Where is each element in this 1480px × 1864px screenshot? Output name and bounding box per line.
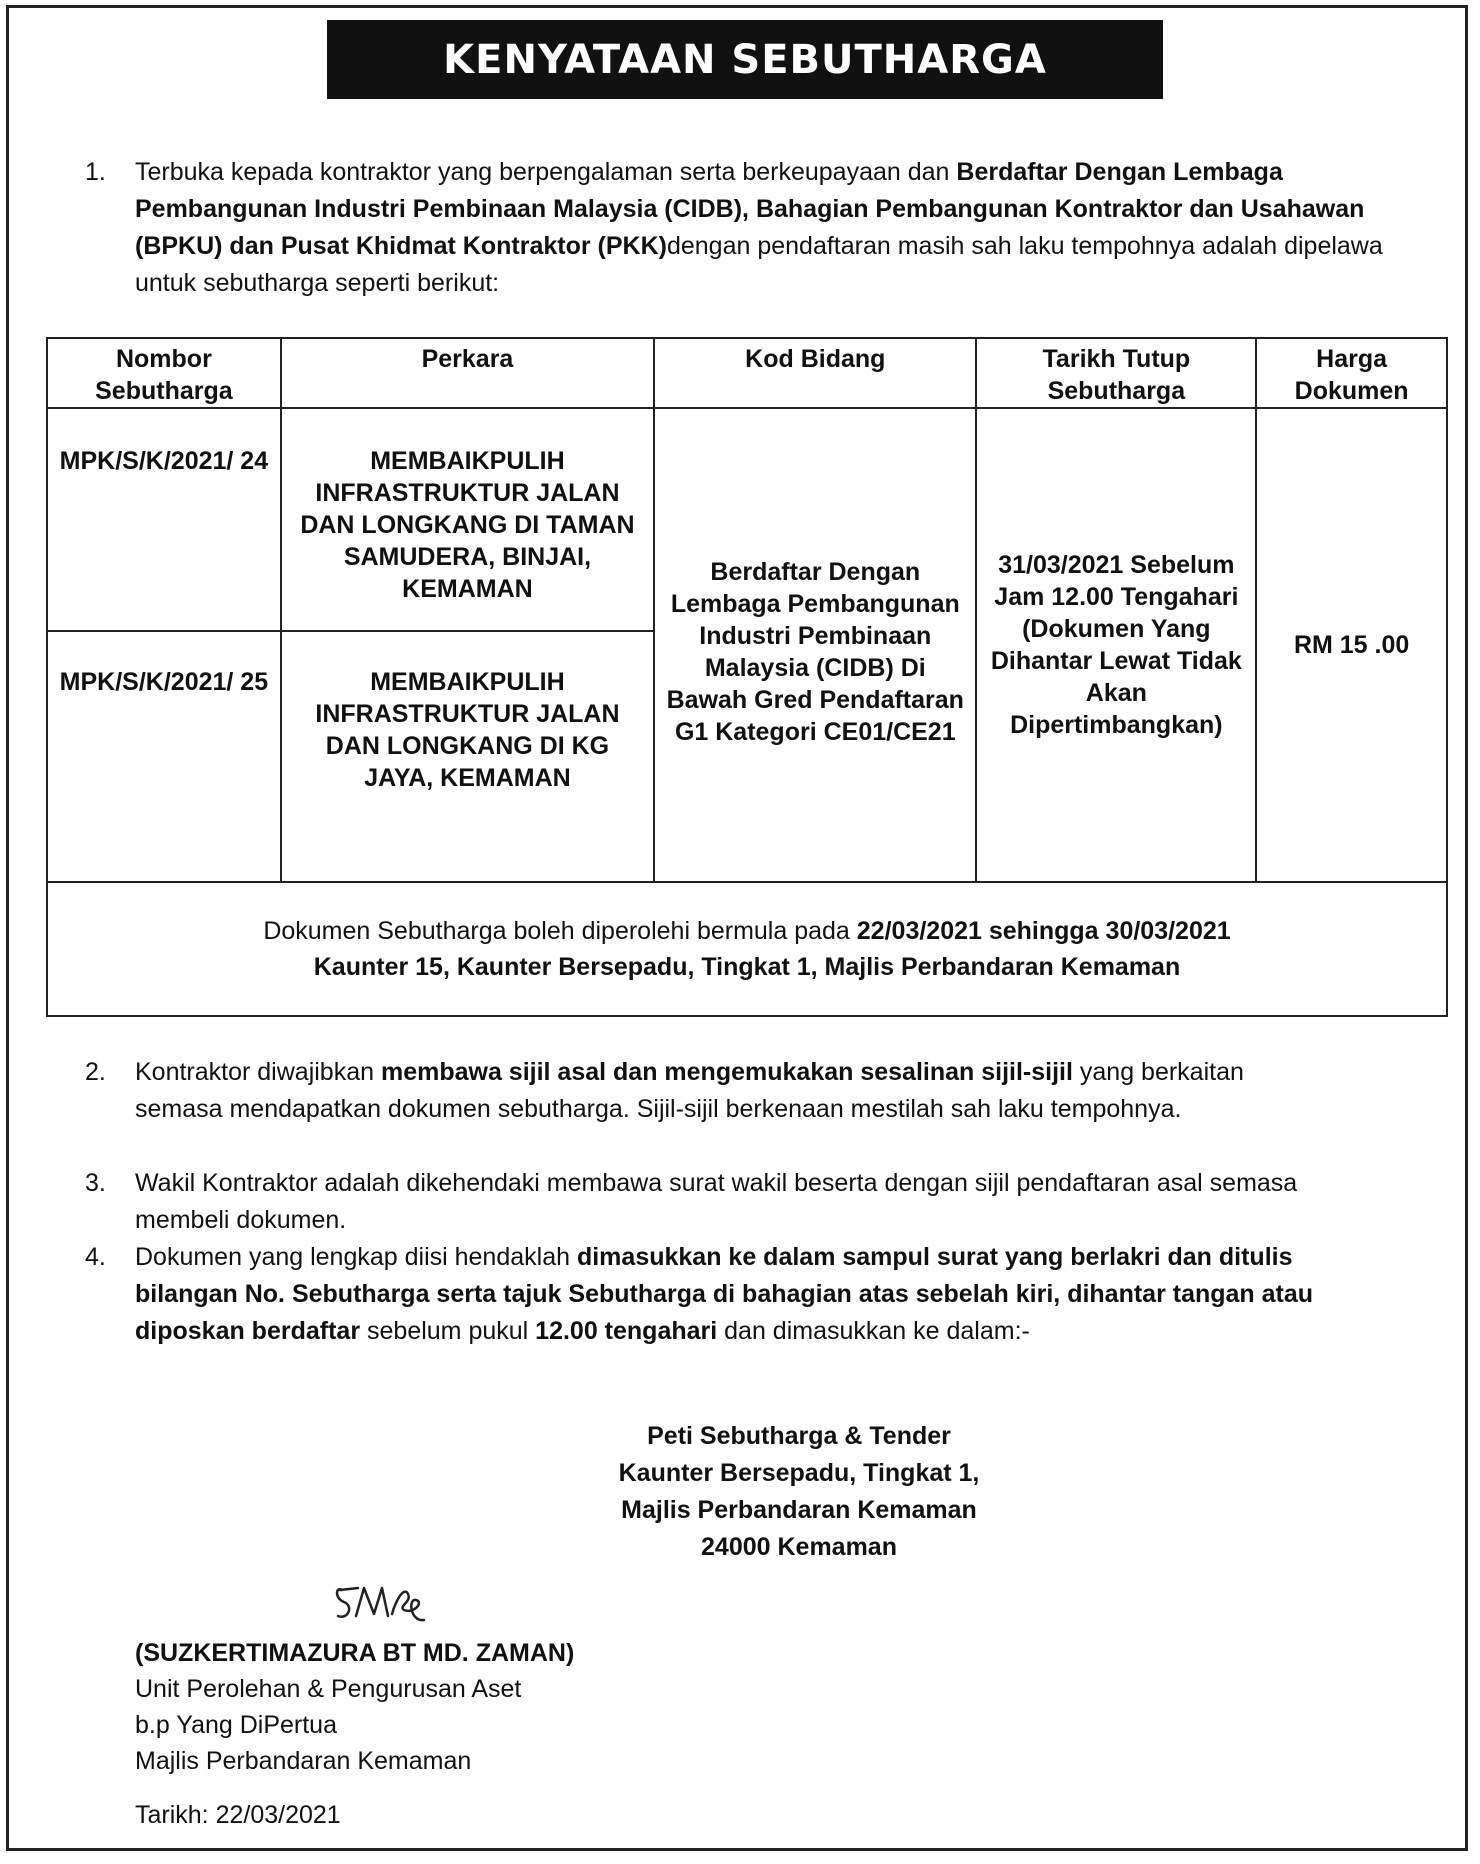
row-1-nombor: MPK/S/K/2021/ 24: [47, 408, 281, 631]
sebutharga-table: [46, 337, 1448, 1017]
header-perkara: Perkara: [281, 338, 654, 408]
table-footer-row: [47, 882, 1447, 1016]
paragraph-4-text-c: dan dimasukkan ke dalam:-: [717, 1317, 1030, 1345]
paragraph-4-number: 4.: [85, 1243, 106, 1271]
paragraph-4-bold-a: dimasukkan ke dalam sampul surat yang berlakri dan ditulis bilangan No. Sebutharga serta tajuk Sebutharga di bahagian atas sebelah kiri, dihantar tangan atau diposkan berdaftar: [135, 1243, 1314, 1345]
paragraph-4-text-b: sebelum pukul: [360, 1317, 536, 1345]
signer-bp: b.p Yang DiPertua: [135, 1711, 337, 1739]
address-line-4: 24000 Kemaman: [701, 1533, 897, 1561]
signer-org: Majlis Perbandaran Kemaman: [135, 1747, 472, 1775]
paragraph-1: [135, 154, 1445, 302]
address-line-3: Majlis Perbandaran Kemaman: [621, 1496, 977, 1524]
footer-text: Dokumen Sebutharga boleh diperolehi bermula pada: [263, 917, 857, 945]
paragraph-2: [135, 1054, 1315, 1128]
paragraph-1-text-a: Terbuka kepada kontraktor yang berpengalaman serta berkeupayaan dan: [135, 158, 957, 186]
harga-cell: RM 15 .00: [1256, 408, 1447, 882]
notice-date: Tarikh: 22/03/2021: [135, 1801, 341, 1829]
header-tarikh-tutup: Tarikh Tutup Sebutharga: [976, 338, 1256, 408]
signer-unit: Unit Perolehan & Pengurusan Aset: [135, 1675, 522, 1703]
paragraph-3-number: 3.: [85, 1169, 106, 1197]
tarikh-tutup-cell: 31/03/2021 Sebelum Jam 12.00 Tengahari (Dokumen Yang Dihantar Lewat Tidak Akan Dipertimbangkan): [976, 408, 1256, 882]
footer-location: Kaunter 15, Kaunter Bersepadu, Tingkat 1, Majlis Perbandaran Kemaman: [313, 953, 1181, 981]
header-nombor: Nombor Sebutharga: [47, 338, 281, 408]
paragraph-2-number: 2.: [85, 1058, 106, 1086]
paragraph-4-text-a: Dokumen yang lengkap diisi hendaklah: [135, 1243, 577, 1271]
row-1-perkara: MEMBAIKPULIH INFRASTRUKTUR JALAN DAN LONGKANG DI TAMAN SAMUDERA, BINJAI, KEMAMAN: [281, 408, 654, 631]
table-header-row: [47, 338, 1447, 408]
address-line-2: Kaunter Bersepadu, Tingkat 1,: [618, 1459, 980, 1487]
address-line-1: Peti Sebutharga & Tender: [647, 1422, 951, 1450]
document-page: [6, 5, 1468, 1851]
table-footer-note: [47, 882, 1447, 1016]
header-kod-bidang: Kod Bidang: [654, 338, 976, 408]
header-harga: Harga Dokumen: [1256, 338, 1447, 408]
paragraph-1-bold: Berdaftar Dengan Lembaga Pembangunan Industri Pembinaan Malaysia (CIDB), Bahagian Pembangunan Kontraktor dan Usahawan (BPKU) dan Pusat Khidmat Kontraktor (PKK): [135, 158, 1365, 260]
row-2-nombor: MPK/S/K/2021/ 25: [47, 631, 281, 882]
table-row: [47, 408, 1447, 631]
paragraph-2-text-b: yang berkaitan semasa mendapatkan dokumen sebutharga. Sijil-sijil berkenaan mestilah sah laku tempohnya.: [135, 1058, 1244, 1123]
paragraph-2-text-a: Kontraktor diwajibkan: [135, 1058, 381, 1086]
paragraph-3-text: Wakil Kontraktor adalah dikehendaki membawa surat wakil beserta dengan sijil pendaftaran asal semasa membeli dokumen.: [135, 1169, 1298, 1234]
row-2-perkara: MEMBAIKPULIH INFRASTRUKTUR JALAN DAN LONGKANG DI KG JAYA, KEMAMAN: [281, 631, 654, 882]
paragraph-3: [135, 1165, 1315, 1239]
paragraph-1-number: 1.: [85, 158, 106, 186]
paragraph-1-text-b: dengan pendaftaran masih sah laku tempohnya adalah dipelawa untuk sebutharga seperti berikut:: [135, 232, 1383, 297]
footer-dates: 22/03/2021 sehingga 30/03/2021: [856, 917, 1231, 945]
handwritten-signature: [334, 1580, 444, 1630]
document-title: KENYATAAN SEBUTHARGA: [327, 20, 1163, 99]
signer-name: (SUZKERTIMAZURA BT MD. ZAMAN): [135, 1639, 575, 1667]
paragraph-4-bold-b: 12.00 tengahari: [535, 1317, 718, 1345]
tender-box-address: [549, 1418, 1049, 1566]
kod-bidang-cell: Berdaftar Dengan Lembaga Pembangunan Industri Pembinaan Malaysia (CIDB) Di Bawah Gred Pendaftaran G1 Kategori CE01/CE21: [654, 408, 976, 882]
paragraph-4: [135, 1239, 1375, 1350]
paragraph-2-bold: membawa sijil asal dan mengemukakan sesalinan sijil-sijil: [380, 1058, 1073, 1086]
signer-block: [135, 1635, 574, 1833]
